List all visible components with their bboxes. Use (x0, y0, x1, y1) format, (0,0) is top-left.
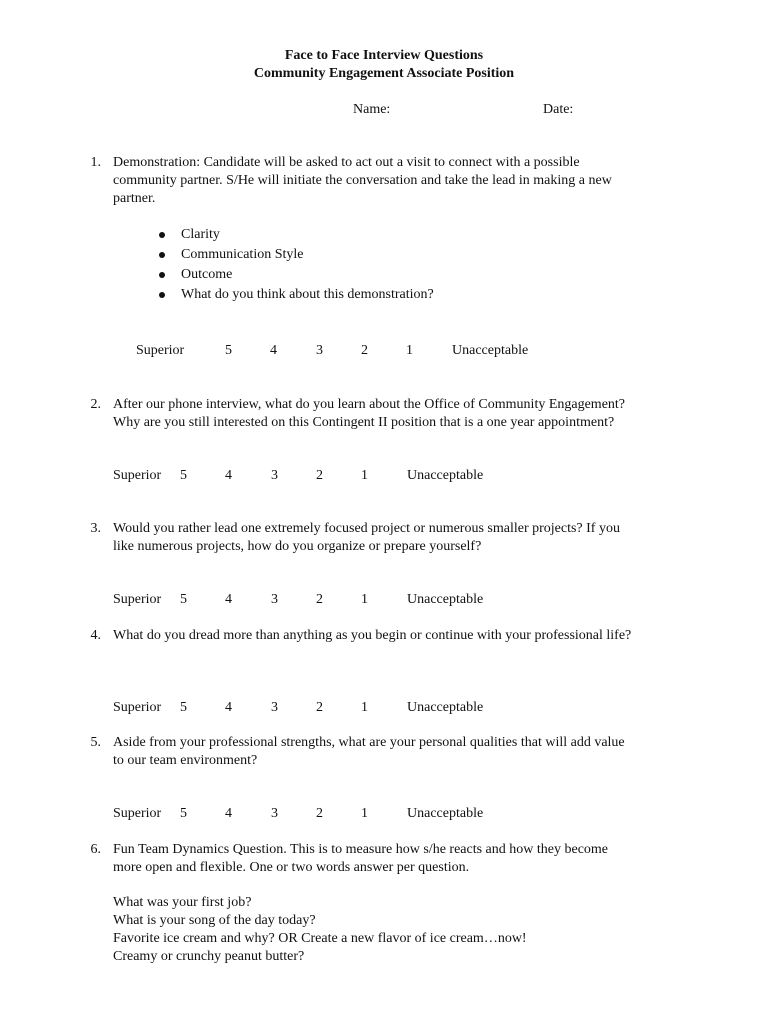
question-text: more open and flexible. One or two words answer per question. (113, 860, 470, 875)
scale-5: 5 (180, 700, 187, 715)
scale-4: 4 (225, 592, 232, 607)
sub-question: What is your song of the day today? (113, 913, 316, 928)
scale-3: 3 (271, 592, 278, 607)
scale-unacceptable: Unacceptable (407, 700, 484, 715)
question-text: Demonstration: Candidate will be asked to act out a visit to connect with a possible (113, 155, 580, 170)
question-number: 5. (90, 735, 101, 750)
sub-question: What was your first job? (113, 895, 252, 910)
scale-5: 5 (180, 806, 187, 821)
scale-4: 4 (270, 343, 277, 358)
scale-1: 1 (361, 700, 368, 715)
scale-1: 1 (361, 592, 368, 607)
scale-1: 1 (361, 468, 368, 483)
document-title: Face to Face Interview Questions (284, 48, 484, 63)
scale-5: 5 (225, 343, 232, 358)
scale-2: 2 (316, 700, 323, 715)
question-text: Would you rather lead one extremely focused project or numerous smaller projects? If you (113, 521, 620, 536)
scale-5: 5 (180, 468, 187, 483)
question-number: 6. (90, 842, 101, 857)
question-text: community partner. S/He will initiate the conversation and take the lead in making a new (113, 173, 612, 188)
name-label: Name: (353, 102, 391, 117)
question-text: After our phone interview, what do you learn about the Office of Community Engagement? (113, 397, 626, 412)
scale-superior: Superior (136, 343, 185, 358)
scale-5: 5 (180, 592, 187, 607)
scale-4: 4 (225, 700, 232, 715)
scale-3: 3 (271, 700, 278, 715)
question-number: 4. (90, 628, 101, 643)
question-text: like numerous projects, how do you organize or prepare yourself? (113, 539, 482, 554)
question-text: What do you dread more than anything as you begin or continue with your professional life? (113, 628, 632, 643)
scale-2: 2 (361, 343, 368, 358)
scale-2: 2 (316, 468, 323, 483)
date-label: Date: (543, 102, 574, 117)
scale-1: 1 (361, 806, 368, 821)
scale-unacceptable: Unacceptable (407, 592, 484, 607)
scale-4: 4 (225, 468, 232, 483)
question-text: to our team environment? (113, 753, 258, 768)
question-text: Aside from your professional strengths, what are your personal qualities that will add value (113, 735, 625, 750)
bullet-item: Communication Style (181, 247, 304, 262)
scale-2: 2 (316, 806, 323, 821)
question-text: Why are you still interested on this Contingent II position that is a one year appointment? (113, 415, 615, 430)
bullet-item: Outcome (181, 267, 233, 282)
scale-unacceptable: Unacceptable (407, 468, 484, 483)
bullet-icon (159, 252, 165, 258)
question-number: 3. (90, 521, 101, 536)
sub-question: Creamy or crunchy peanut butter? (113, 949, 305, 964)
scale-superior: Superior (113, 592, 162, 607)
scale-1: 1 (406, 343, 413, 358)
scale-unacceptable: Unacceptable (407, 806, 484, 821)
scale-3: 3 (271, 468, 278, 483)
scale-superior: Superior (113, 806, 162, 821)
document-subtitle: Community Engagement Associate Position (253, 66, 515, 81)
bullet-item: Clarity (181, 227, 220, 242)
scale-3: 3 (271, 806, 278, 821)
sub-question: Favorite ice cream and why? OR Create a new flavor of ice cream…now! (113, 931, 527, 946)
question-text: partner. (113, 191, 156, 206)
question-number: 2. (90, 397, 101, 412)
question-text: Fun Team Dynamics Question. This is to measure how s/he reacts and how they become (113, 842, 609, 857)
bullet-icon (159, 232, 165, 238)
scale-superior: Superior (113, 468, 162, 483)
scale-3: 3 (316, 343, 323, 358)
scale-4: 4 (225, 806, 232, 821)
scale-2: 2 (316, 592, 323, 607)
bullet-icon (159, 272, 165, 278)
bullet-item: What do you think about this demonstration? (181, 287, 434, 302)
scale-unacceptable: Unacceptable (452, 343, 529, 358)
bullet-icon (159, 292, 165, 298)
question-number: 1. (90, 155, 101, 170)
scale-superior: Superior (113, 700, 162, 715)
